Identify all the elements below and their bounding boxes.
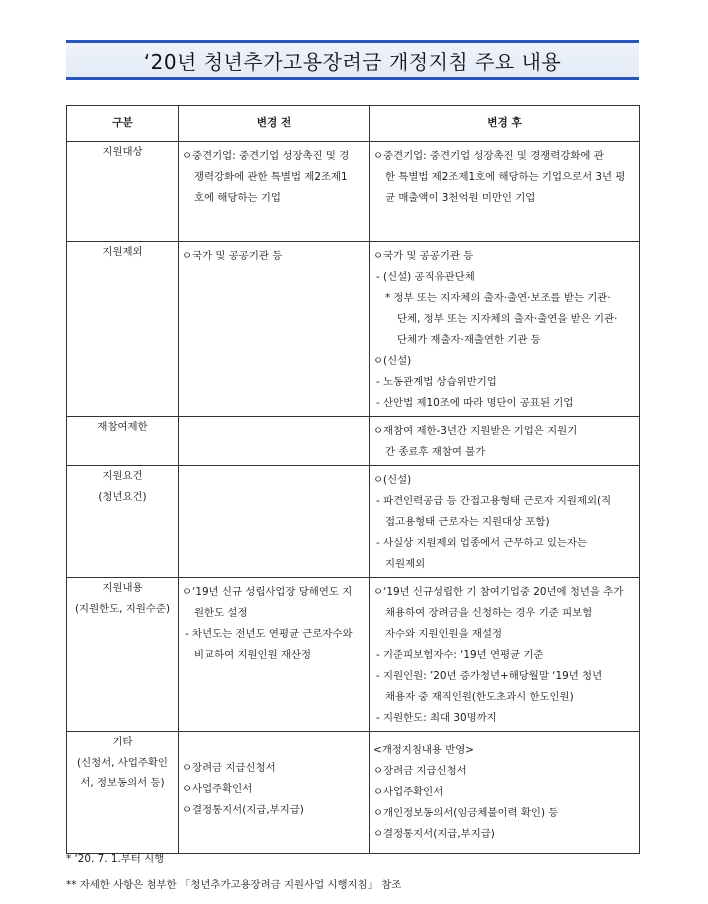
cell-line: * 정부 또는 지자체의 출자·출연·보조를 받는 기관·	[385, 292, 611, 304]
cell-line: ㅇ결정통지서(지급,부지급)	[182, 804, 304, 816]
cell-line: ㅇ결정통지서(지급,부지급)	[373, 828, 495, 840]
changes-table	[66, 105, 640, 854]
cell-after	[370, 466, 640, 578]
row-label-cell	[67, 142, 179, 242]
cell-before	[179, 417, 370, 466]
cell-line: - 기준피보험자수: ‘19년 연평균 기준	[376, 649, 544, 661]
cell-line: ㅇ개인정보동의서(임금체불이력 확인) 등	[373, 807, 559, 819]
row-label: 지원대상	[102, 146, 143, 158]
cell-line: 접고용형태 근로자는 지원대상 포함)	[385, 516, 550, 528]
footnotes	[66, 846, 401, 898]
table-row	[67, 732, 640, 854]
cell-after	[370, 732, 640, 854]
cell-line: 채용자 중 재직인원(한도초과시 한도인원)	[385, 691, 574, 703]
row-sublabel: (지원한도, 지원수준)	[74, 603, 170, 615]
row-label: 지원요건	[102, 470, 143, 482]
cell-before	[179, 242, 370, 417]
cell-line: 단체, 정부 또는 지자체의 출자·출연을 받은 기관·	[397, 313, 618, 325]
cell-before	[179, 142, 370, 242]
cell-line: ㅇ장려금 지급신청서	[182, 762, 276, 774]
cell-line: - (신설) 공직유관단체	[376, 271, 475, 283]
row-sublabel: (청년요건)	[98, 491, 147, 503]
table-row	[67, 242, 640, 417]
cell-after	[370, 142, 640, 242]
row-label: 지원제외	[102, 246, 143, 258]
page-title: ‘20년 청년추가고용장려금 개정지침 주요 내용	[143, 49, 562, 74]
table-row	[67, 142, 640, 242]
cell-line: 단체가 재출자·재출연한 기관 등	[397, 334, 541, 346]
cell-line: ㅇ(신설)	[373, 474, 412, 486]
footnote-1: * ‘20. 7. 1.부터 시행	[66, 853, 165, 865]
cell-line: - 노동관계법 상습위반기업	[376, 376, 497, 388]
cell-line: ㅇ중견기업: 중견기업 성장촉진 및 경	[182, 150, 350, 162]
row-label: 기타	[112, 736, 133, 748]
row-label-cell	[67, 732, 179, 854]
row-label: 재참여제한	[97, 421, 148, 433]
cell-line: 균 매출액이 3천억원 미만인 기업	[385, 192, 536, 204]
cell-after	[370, 242, 640, 417]
cell-line: 원한도 설정	[194, 607, 248, 619]
cell-line: - 지원한도: 최대 30명까지	[376, 712, 497, 724]
row-sublabel: (신청서, 사업주확인서, 정보동의서 등)	[77, 757, 168, 789]
footnote-2: ** 자세한 사항은 첨부한 「청년추가고용장려금 지원사업 시행지침」 참조	[66, 879, 402, 891]
cell-line: ㅇ재참여 제한-3년간 지원받은 기업은 지원기	[373, 425, 578, 437]
cell-line: 자수와 지원인원을 재설정	[385, 628, 503, 640]
cell-after	[370, 417, 640, 466]
header-after: 변경 후	[370, 106, 640, 142]
cell-line: ㅇ중견기업: 중견기업 성장촉진 및 경쟁력강화에 관	[373, 150, 604, 162]
cell-line: ㅇ국가 및 공공기관 등	[373, 250, 474, 262]
cell-line: 호에 해당하는 기업	[194, 192, 281, 204]
table-header-row	[67, 106, 640, 142]
cell-line: - 지원인원: ’20년 증가청년+해당월말 ‘19년 청년	[376, 670, 603, 682]
cell-after	[370, 578, 640, 732]
cell-line: - 차년도는 전년도 연평균 근로자수와	[185, 628, 353, 640]
row-label-cell	[67, 417, 179, 466]
cell-line: 지원제외	[385, 558, 426, 570]
cell-before	[179, 732, 370, 854]
cell-line: 채용하여 장려금을 신청하는 경우 기준 피보험	[385, 607, 593, 619]
cell-line: ㅇ(신설)	[373, 355, 412, 367]
title-banner	[66, 40, 639, 80]
cell-line: ㅇ‘19년 신규 성립사업장 당해연도 지	[182, 586, 353, 598]
cell-line: - 산안법 제10조에 따라 명단이 공표된 기업	[376, 397, 574, 409]
cell-line: ㅇ사업주확인서	[373, 786, 444, 798]
cell-line: 쟁력강화에 관한 특별법 제2조제1	[194, 171, 348, 183]
table-row	[67, 417, 640, 466]
cell-line: - 파견인력공급 등 간접고용형태 근로자 지원제외(직	[376, 495, 612, 507]
cell-line: 비교하여 지원인원 재산정	[194, 649, 312, 661]
cell-before	[179, 578, 370, 732]
cell-line: ㅇ사업주확인서	[182, 783, 253, 795]
row-label: 지원내용	[102, 582, 143, 594]
cell-before	[179, 466, 370, 578]
row-label-cell	[67, 242, 179, 417]
cell-line: <개정지침내용 반영>	[373, 744, 475, 756]
cell-line: ㅇ‘19년 신규성립한 기 참여기업중 20년에 청년을 추가	[373, 586, 624, 598]
cell-line: 한 특별법 제2조제1호에 해당하는 기업으로서 3년 평	[385, 171, 626, 183]
table-row	[67, 578, 640, 732]
header-category: 구분	[67, 106, 179, 142]
header-before: 변경 전	[179, 106, 370, 142]
cell-line: ㅇ국가 및 공공기관 등	[182, 250, 283, 262]
cell-line: - 사실상 지원제외 업종에서 근무하고 있는자는	[376, 537, 587, 549]
row-label-cell	[67, 578, 179, 732]
table-row	[67, 466, 640, 578]
cell-line: 간 종료후 재참여 불가	[385, 446, 486, 458]
row-label-cell	[67, 466, 179, 578]
cell-line: ㅇ장려금 지급신청서	[373, 765, 467, 777]
